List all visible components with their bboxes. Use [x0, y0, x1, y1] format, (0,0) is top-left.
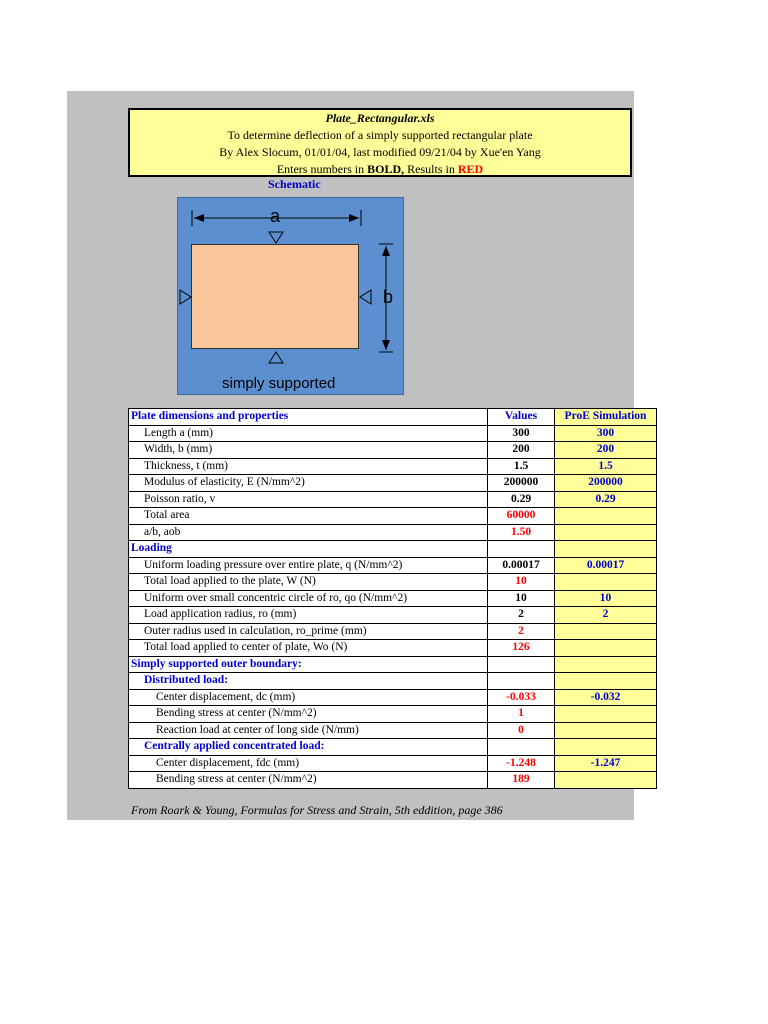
row-simulation[interactable]: 200 — [555, 442, 657, 459]
row-label[interactable]: Thickness, t (mm) — [129, 458, 488, 475]
row-label[interactable]: Outer radius used in calculation, ro_prime (mm) — [129, 623, 488, 640]
table-row — [129, 772, 657, 789]
row-simulation[interactable] — [555, 706, 657, 723]
legend-bold: BOLD, — [367, 162, 405, 176]
row-label[interactable]: Width, b (mm) — [129, 442, 488, 459]
table-row — [129, 524, 657, 541]
row-value[interactable]: 126 — [488, 640, 555, 657]
row-value[interactable]: 200 — [488, 442, 555, 459]
table-row — [129, 673, 657, 690]
table-row — [129, 590, 657, 607]
row-label[interactable]: Center displacement, dc (mm) — [129, 689, 488, 706]
row-value[interactable]: 2 — [488, 607, 555, 624]
row-label[interactable]: Modulus of elasticity, E (N/mm^2) — [129, 475, 488, 492]
dimension-b-label: b — [383, 287, 394, 307]
legend-line — [130, 161, 630, 178]
table-row — [129, 739, 657, 756]
row-label[interactable]: Uniform loading pressure over entire plate, q (N/mm^2) — [129, 557, 488, 574]
legend-red: RED — [457, 162, 484, 176]
properties-table — [128, 408, 657, 789]
table-row — [129, 706, 657, 723]
row-simulation[interactable]: 10 — [555, 590, 657, 607]
row-label[interactable]: Reaction load at center of long side (N/mm) — [129, 722, 488, 739]
table-row — [129, 458, 657, 475]
table-row — [129, 689, 657, 706]
row-value[interactable] — [488, 541, 555, 558]
author-line: By Alex Slocum, 01/01/04, last modified 09/21/04 by Xue'en Yang — [219, 145, 541, 159]
table-row — [129, 425, 657, 442]
table-row — [129, 755, 657, 772]
legend-mid: Results in — [404, 162, 458, 176]
row-label[interactable]: Simply supported outer boundary: — [129, 656, 488, 673]
row-simulation[interactable]: -0.032 — [555, 689, 657, 706]
table-row — [129, 442, 657, 459]
row-value[interactable]: -0.033 — [488, 689, 555, 706]
row-simulation[interactable]: -1.247 — [555, 755, 657, 772]
source-note: From Roark & Young, Formulas for Stress and Strain, 5th eddition, page 386 — [131, 803, 503, 817]
header-proe[interactable]: ProE Simulation — [555, 409, 657, 426]
row-simulation[interactable] — [555, 739, 657, 756]
row-simulation[interactable]: 200000 — [555, 475, 657, 492]
row-simulation[interactable] — [555, 772, 657, 789]
row-value[interactable]: 1 — [488, 706, 555, 723]
row-simulation[interactable] — [555, 574, 657, 591]
row-simulation[interactable]: 0.00017 — [555, 557, 657, 574]
schematic-label: Schematic — [268, 177, 321, 191]
row-value[interactable]: 300 — [488, 425, 555, 442]
support-label: simply supported — [222, 375, 336, 392]
row-label[interactable]: Loading — [129, 541, 488, 558]
row-label[interactable]: Load application radius, ro (mm) — [129, 607, 488, 624]
row-simulation[interactable] — [555, 640, 657, 657]
table-row — [129, 722, 657, 739]
row-label[interactable]: Bending stress at center (N/mm^2) — [129, 772, 488, 789]
table-row — [129, 656, 657, 673]
row-value[interactable] — [488, 656, 555, 673]
table-row — [129, 574, 657, 591]
row-value[interactable] — [488, 673, 555, 690]
row-label[interactable]: Total area — [129, 508, 488, 525]
table-row — [129, 475, 657, 492]
row-label[interactable]: Uniform over small concentric circle of ro, qo (N/mm^2) — [129, 590, 488, 607]
table-row — [129, 607, 657, 624]
row-simulation[interactable] — [555, 508, 657, 525]
row-simulation[interactable] — [555, 524, 657, 541]
row-value[interactable]: -1.248 — [488, 755, 555, 772]
row-value[interactable]: 1.5 — [488, 458, 555, 475]
row-label[interactable]: Bending stress at center (N/mm^2) — [129, 706, 488, 723]
row-simulation[interactable]: 2 — [555, 607, 657, 624]
row-simulation[interactable]: 0.29 — [555, 491, 657, 508]
file-title: Plate_Rectangular.xls — [325, 111, 435, 125]
description: To determine deflection of a simply supported rectangular plate — [227, 128, 533, 142]
header-properties[interactable]: Plate dimensions and properties — [129, 409, 488, 426]
row-simulation[interactable] — [555, 722, 657, 739]
row-value[interactable]: 2 — [488, 623, 555, 640]
row-label[interactable]: Length a (mm) — [129, 425, 488, 442]
header-box — [128, 108, 632, 177]
table-header-row — [129, 409, 657, 426]
row-simulation[interactable]: 300 — [555, 425, 657, 442]
schematic-arrows — [178, 198, 405, 396]
row-value[interactable]: 0.00017 — [488, 557, 555, 574]
row-value[interactable]: 10 — [488, 590, 555, 607]
row-simulation[interactable]: 1.5 — [555, 458, 657, 475]
table-row — [129, 541, 657, 558]
row-simulation[interactable] — [555, 623, 657, 640]
schematic-diagram — [177, 197, 404, 395]
table-row — [129, 640, 657, 657]
row-simulation[interactable] — [555, 673, 657, 690]
row-label[interactable]: a/b, aob — [129, 524, 488, 541]
table-row — [129, 491, 657, 508]
row-label[interactable]: Total load applied to the plate, W (N) — [129, 574, 488, 591]
row-value[interactable]: 200000 — [488, 475, 555, 492]
row-value[interactable]: 0.29 — [488, 491, 555, 508]
row-label[interactable]: Total load applied to center of plate, Wo (N) — [129, 640, 488, 657]
row-simulation[interactable] — [555, 541, 657, 558]
table-row — [129, 557, 657, 574]
row-label[interactable]: Centrally applied concentrated load: — [129, 739, 488, 756]
row-simulation[interactable] — [555, 656, 657, 673]
table-row — [129, 508, 657, 525]
header-values[interactable]: Values — [488, 409, 555, 426]
dimension-a-label: a — [270, 206, 281, 226]
row-value[interactable]: 189 — [488, 772, 555, 789]
legend-pre: Enters numbers in — [276, 162, 368, 176]
row-value[interactable]: 1.50 — [488, 524, 555, 541]
row-value[interactable] — [488, 739, 555, 756]
row-label[interactable]: Distributed load: — [129, 673, 488, 690]
row-value[interactable]: 0 — [488, 722, 555, 739]
row-value[interactable]: 10 — [488, 574, 555, 591]
table-row — [129, 623, 657, 640]
row-label[interactable]: Poisson ratio, v — [129, 491, 488, 508]
row-value[interactable]: 60000 — [488, 508, 555, 525]
row-label[interactable]: Center displacement, fdc (mm) — [129, 755, 488, 772]
